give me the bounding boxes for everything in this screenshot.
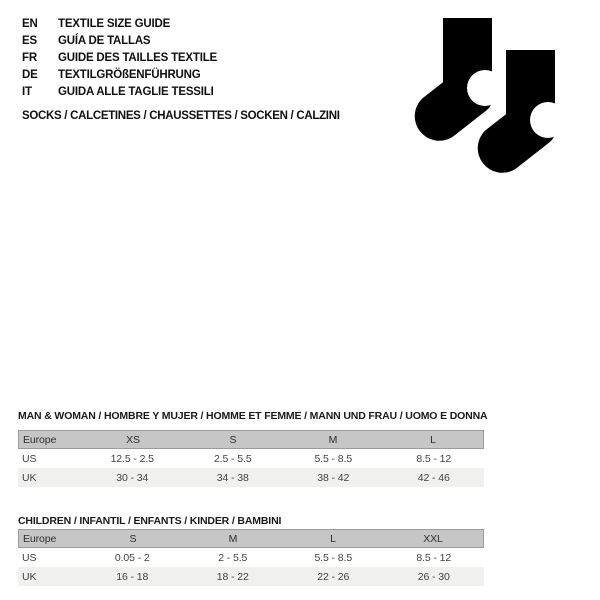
language-code: FR <box>22 51 37 64</box>
column-header-m: M <box>228 532 238 545</box>
adults-us-row <box>18 449 484 468</box>
size-cell: 8.5 - 12 <box>416 551 452 564</box>
region-cell: US <box>22 452 37 465</box>
region-cell: US <box>22 551 37 564</box>
category-title: SOCKS / CALCETINES / CHAUSSETTES / SOCKEN / CALZINI <box>22 110 340 122</box>
size-cell: 5.5 - 8.5 <box>314 551 353 564</box>
column-header-m: M <box>328 433 338 446</box>
adults-uk-row <box>18 468 484 487</box>
size-cell: 0.05 - 2 <box>114 551 150 564</box>
size-cell: 2 - 5.5 <box>218 551 248 564</box>
column-header-l: L <box>330 532 336 545</box>
sock-heel-cutout <box>530 102 566 138</box>
column-header-xs: XS <box>126 433 140 446</box>
children-table-title: CHILDREN / INFANTIL / ENFANTS / KINDER / BAMBINI <box>18 515 282 527</box>
size-cell: 18 - 22 <box>216 570 249 583</box>
language-label: GUIDA ALLE TAGLIE TESSILI <box>58 85 214 98</box>
language-label: TEXTILGRÖßENFÜHRUNG <box>58 68 201 81</box>
language-label: TEXTILE SIZE GUIDE <box>58 17 171 30</box>
children-us-row <box>18 548 484 567</box>
children-size-table <box>18 529 484 586</box>
adults-header-row <box>18 430 484 449</box>
language-list <box>22 15 217 100</box>
column-header-s: S <box>229 433 237 446</box>
language-row-it <box>22 83 217 100</box>
column-header-region: Europe <box>23 433 57 446</box>
language-code: EN <box>22 17 38 30</box>
sock-left <box>415 18 503 141</box>
socks-icon <box>405 16 575 176</box>
column-header-region: Europe <box>23 532 57 545</box>
language-row-fr <box>22 49 217 66</box>
size-cell: 38 - 42 <box>317 471 350 484</box>
language-row-en <box>22 15 217 32</box>
column-header-xxl: XXL <box>423 532 443 545</box>
size-cell: 34 - 38 <box>216 471 249 484</box>
size-cell: 26 - 30 <box>417 570 450 583</box>
size-cell: 22 - 26 <box>317 570 350 583</box>
language-code: ES <box>22 34 37 47</box>
language-label: GUIDE DES TAILLES TEXTILE <box>58 51 217 64</box>
adults-table-title: MAN & WOMAN / HOMBRE Y MUJER / HOMME ET FEMME / MANN UND FRAU / UOMO E DONNA <box>18 410 488 422</box>
children-header-row <box>18 529 484 548</box>
region-cell: UK <box>22 570 37 583</box>
size-cell: 2.5 - 5.5 <box>213 452 252 465</box>
language-label: GUÍA DE TALLAS <box>58 34 151 47</box>
size-cell: 42 - 46 <box>417 471 450 484</box>
size-cell: 30 - 34 <box>116 471 149 484</box>
region-cell: UK <box>22 471 37 484</box>
language-row-es <box>22 32 217 49</box>
language-code: DE <box>22 68 38 81</box>
sock-heel-cutout <box>467 70 503 106</box>
size-cell: 8.5 - 12 <box>416 452 452 465</box>
adults-size-table <box>18 430 484 487</box>
children-uk-row <box>18 567 484 586</box>
column-header-s: S <box>129 532 137 545</box>
size-cell: 5.5 - 8.5 <box>314 452 353 465</box>
column-header-l: L <box>430 433 436 446</box>
language-code: IT <box>22 85 32 98</box>
language-row-de <box>22 66 217 83</box>
size-cell: 12.5 - 2.5 <box>110 452 154 465</box>
size-cell: 16 - 18 <box>116 570 149 583</box>
